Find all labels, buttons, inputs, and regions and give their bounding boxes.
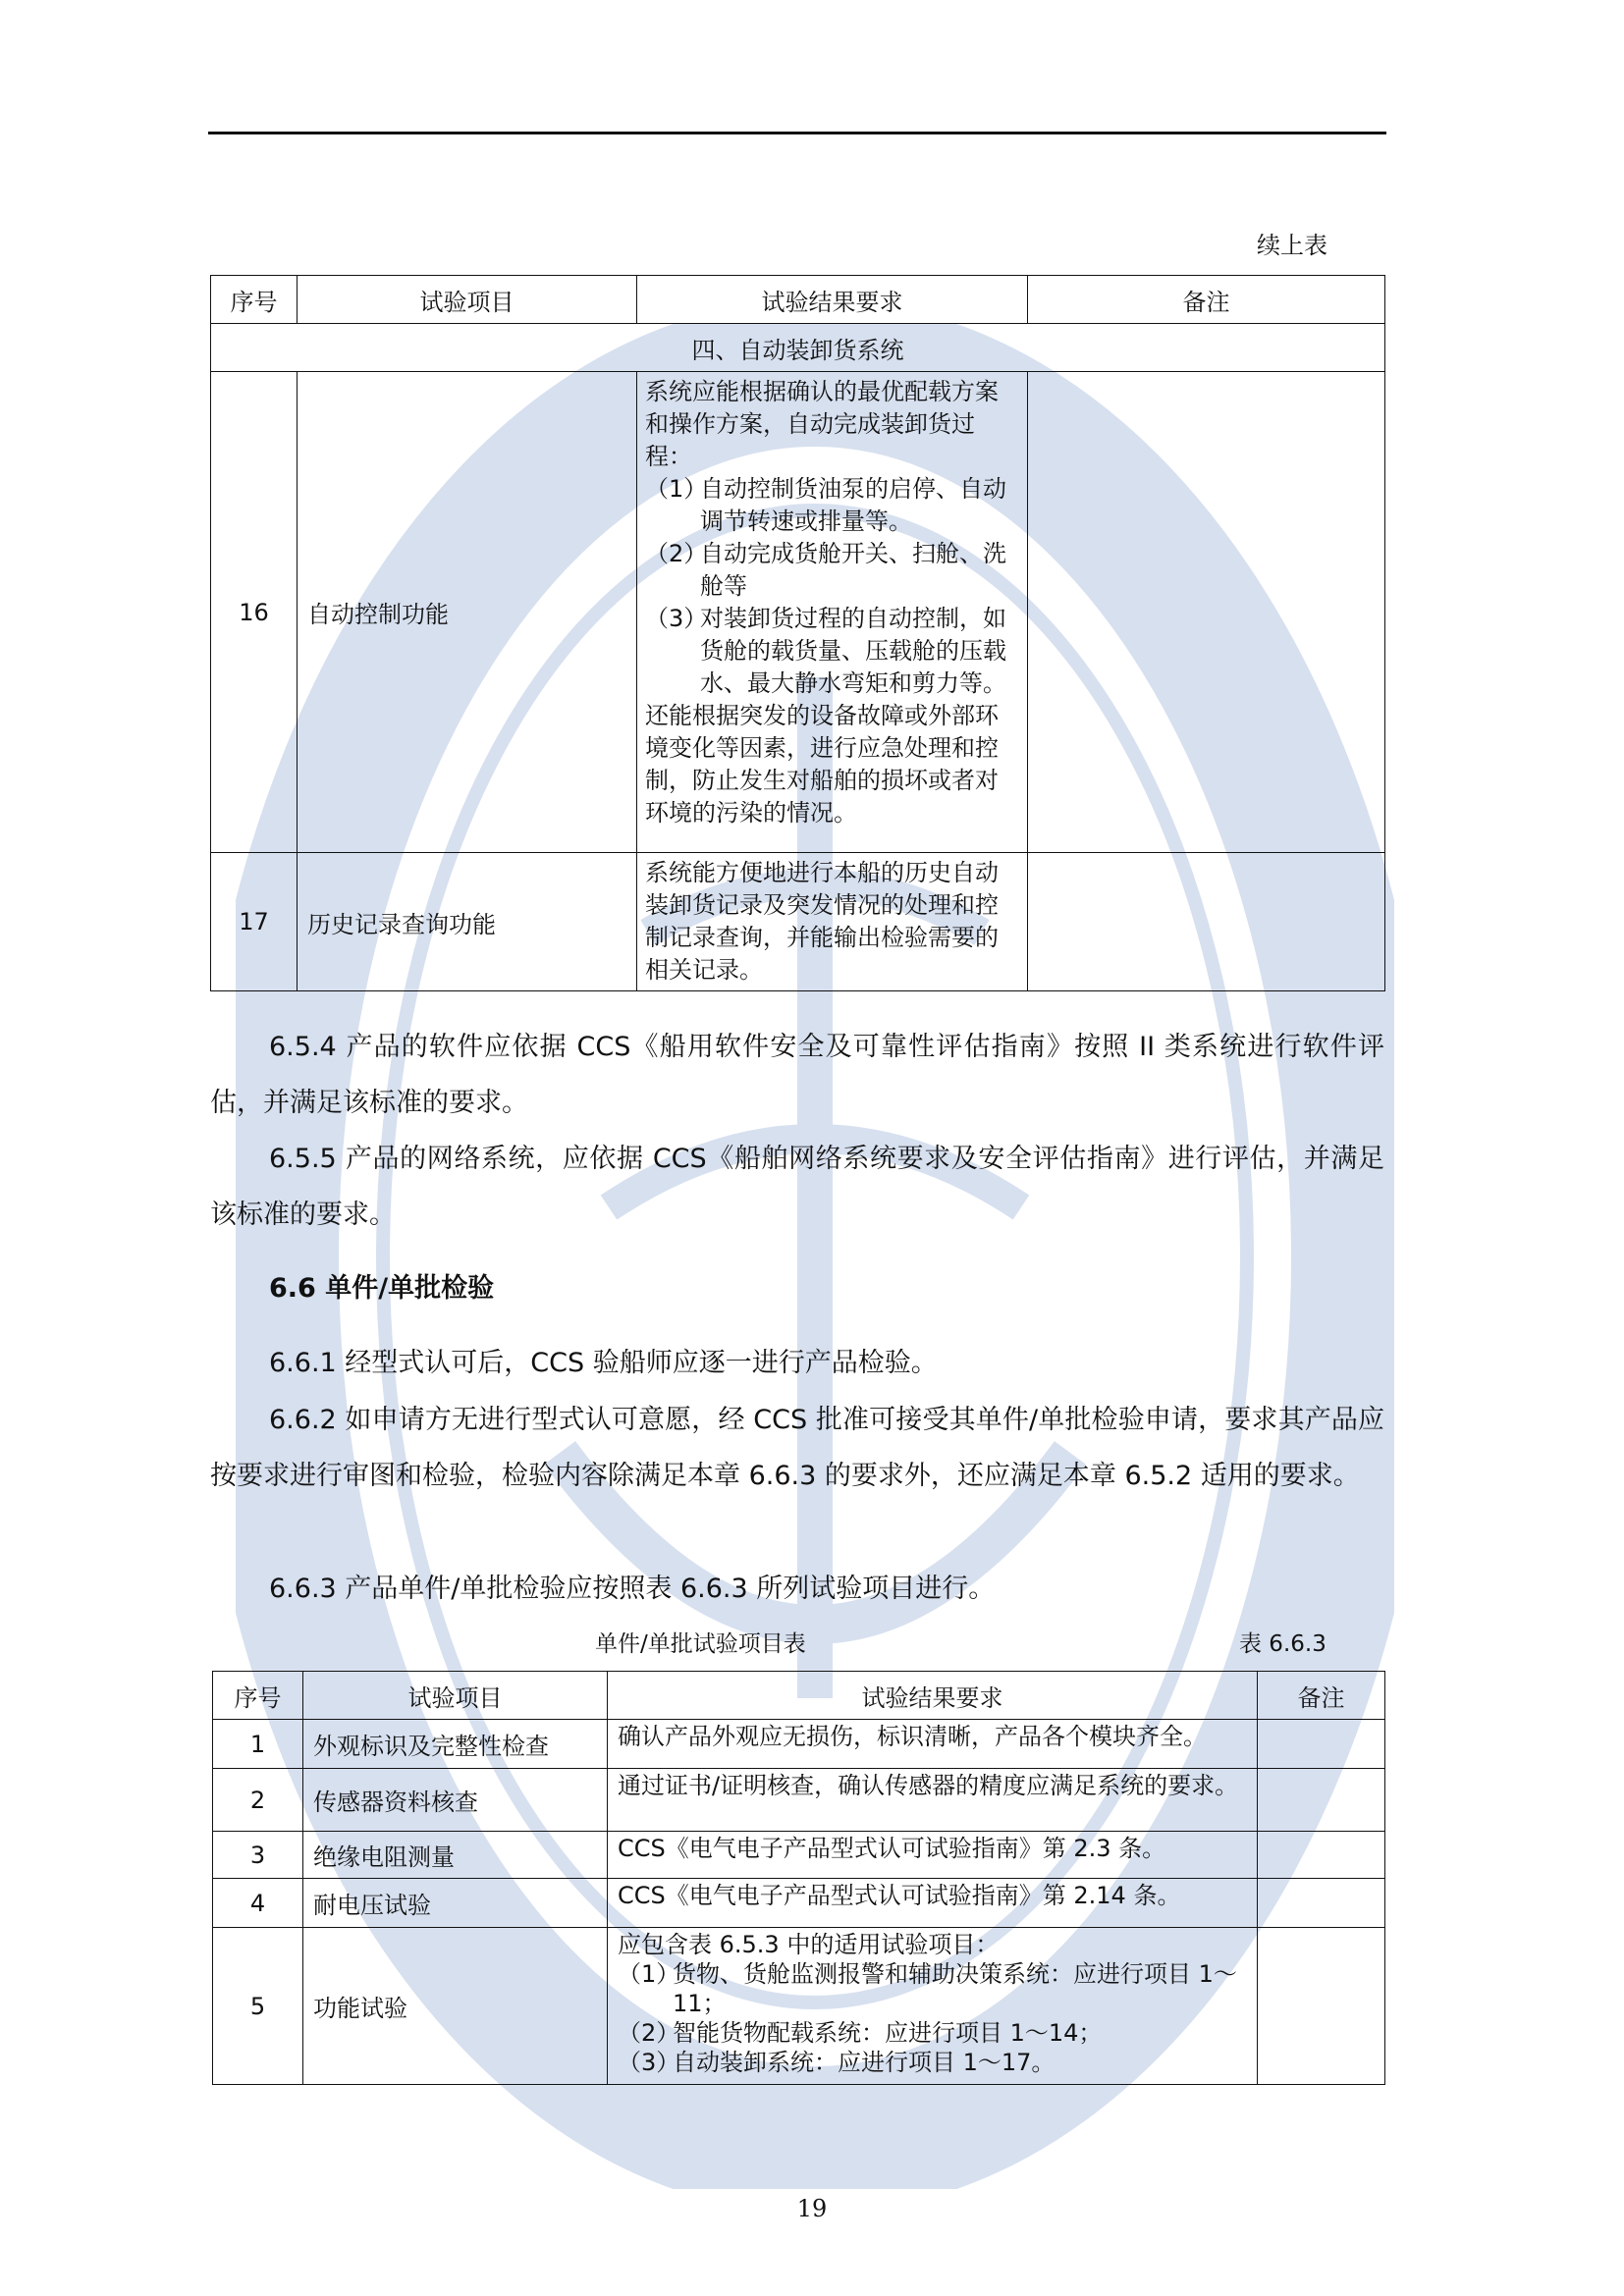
subitem-number: （1） [618, 1960, 680, 1988]
row-requirement: CCS《电气电子产品型式认可试验指南》第 2.14 条。 [608, 1879, 1258, 1928]
table-row [213, 1720, 1385, 1769]
row-requirement: 系统能方便地进行本船的历史自动装卸货记录及突发情况的处理和控制记录查询，并能输出检验需要的相关记录。 [637, 853, 1028, 991]
section-title: 四、自动装卸货系统 [211, 324, 1385, 372]
row-remark [1258, 1832, 1385, 1879]
table-row [211, 372, 1385, 853]
continued-label: 续上表 [1257, 232, 1327, 259]
subitem-text: 自动控制货油泵的启停、自动调节转速或排量等。 [700, 475, 1006, 535]
table-header-row [213, 1672, 1385, 1720]
requirement-subitem [618, 1959, 1247, 2018]
paragraph-6-6-2: 6.6.2 如申请方无进行型式认可意愿，经 CCS 批准可接受其单件/单批检验申请，要求其产品应按要求进行审图和检验，检验内容除满足本章 6.6.3 的要求外，还应满足本章 6.5.2 适用的要求。 [210, 1405, 1384, 1491]
col-header-requirement: 试验结果要求 [637, 276, 1028, 324]
row-requirement [608, 1928, 1258, 2085]
subitem-number: （3） [618, 2049, 680, 2076]
subitem-text: 自动完成货舱开关、扫舱、洗舱等 [700, 540, 1006, 600]
paragraph-6-6-1: 6.6.1 经型式认可后，CCS 验船师应逐一进行产品检验。 [269, 1348, 938, 1378]
table-row [213, 1832, 1385, 1879]
col-header-requirement: 试验结果要求 [608, 1672, 1258, 1720]
row-remark [1028, 372, 1385, 853]
col-header-no: 序号 [213, 1672, 303, 1720]
header-rule [208, 132, 1386, 134]
requirement-intro: 应包含表 6.5.3 中的适用试验项目： [618, 1931, 1000, 1958]
row-no: 3 [213, 1832, 303, 1879]
test-items-table-continued [210, 275, 1385, 991]
row-remark [1028, 853, 1385, 991]
row-item: 传感器资料核查 [303, 1769, 608, 1832]
row-item: 绝缘电阻测量 [303, 1832, 608, 1879]
row-remark [1258, 1720, 1385, 1769]
paragraph-6-5-5: 6.5.5 产品的网络系统，应依据 CCS《船舶网络系统要求及安全评估指南》进行评估，并满足该标准的要求。 [210, 1144, 1384, 1230]
col-header-no: 序号 [211, 276, 298, 324]
table-row [211, 853, 1385, 991]
subitem-number: （1） [645, 475, 708, 503]
row-item: 自动控制功能 [298, 372, 637, 853]
row-no: 2 [213, 1769, 303, 1832]
section-row [211, 324, 1385, 372]
row-no: 1 [213, 1720, 303, 1769]
single-batch-test-table [212, 1671, 1385, 2085]
table-number: 表 6.6.3 [1239, 1631, 1326, 1657]
subitem-text: 自动装卸系统：应进行项目 1～17。 [673, 2049, 1056, 2076]
row-requirement: 通过证书/证明核查，确认传感器的精度应满足系统的要求。 [608, 1769, 1258, 1832]
paragraph-6-6-3: 6.6.3 产品单件/单批检验应按照表 6.6.3 所列试验项目进行。 [269, 1574, 996, 1604]
col-header-item: 试验项目 [303, 1672, 608, 1720]
row-item: 外观标识及完整性检查 [303, 1720, 608, 1769]
table-row [213, 1769, 1385, 1832]
requirement-subitem [618, 2018, 1247, 2048]
requirement-outro: 还能根据突发的设备故障或外部环境变化等因素，进行应急处理和控制，防止发生对船舶的损坏或者对环境的污染的情况。 [645, 702, 999, 827]
row-no: 5 [213, 1928, 303, 2085]
row-no: 4 [213, 1879, 303, 1928]
subitem-text: 智能货物配载系统：应进行项目 1～14； [673, 2019, 1103, 2047]
subitem-number: （3） [645, 605, 708, 632]
col-header-item: 试验项目 [298, 276, 637, 324]
row-item: 历史记录查询功能 [298, 853, 637, 991]
row-no: 17 [211, 853, 298, 991]
row-no: 16 [211, 372, 298, 853]
subitem-text: 货物、货舱监测报警和辅助决策系统：应进行项目 1～11； [673, 1960, 1237, 2017]
paragraph-6-5-4: 6.5.4 产品的软件应依据 CCS《船用软件安全及可靠性评估指南》按照 II 类系统进行软件评估，并满足该标准的要求。 [210, 1032, 1384, 1118]
table-caption: 单件/单批试验项目表 [595, 1631, 806, 1657]
col-header-remark: 备注 [1028, 276, 1385, 324]
page-number: 19 [796, 2195, 828, 2222]
requirement-intro: 系统应能根据确认的最优配载方案和操作方案，自动完成装卸货过程： [645, 378, 999, 470]
row-requirement: 确认产品外观应无损伤，标识清晰，产品各个模块齐全。 [608, 1720, 1258, 1769]
subitem-number: （2） [645, 540, 708, 567]
table-row [213, 1928, 1385, 2085]
section-heading-6-6: 6.6 单件/单批检验 [269, 1273, 495, 1304]
table-header-row [211, 276, 1385, 324]
row-remark [1258, 1879, 1385, 1928]
row-requirement [637, 372, 1028, 853]
row-item: 功能试验 [303, 1928, 608, 2085]
row-remark [1258, 1769, 1385, 1832]
row-remark [1258, 1928, 1385, 2085]
row-requirement: CCS《电气电子产品型式认可试验指南》第 2.3 条。 [608, 1832, 1258, 1879]
subitem-number: （2） [618, 2019, 680, 2047]
requirement-subitem [645, 538, 1019, 603]
col-header-remark: 备注 [1258, 1672, 1385, 1720]
requirement-subitem [618, 2048, 1247, 2077]
subitem-text: 对装卸货过程的自动控制，如货舱的载货量、压载舱的压载水、最大静水弯矩和剪力等。 [700, 605, 1006, 697]
requirement-subitem [645, 603, 1019, 700]
table-row [213, 1879, 1385, 1928]
row-item: 耐电压试验 [303, 1879, 608, 1928]
requirement-subitem [645, 473, 1019, 538]
